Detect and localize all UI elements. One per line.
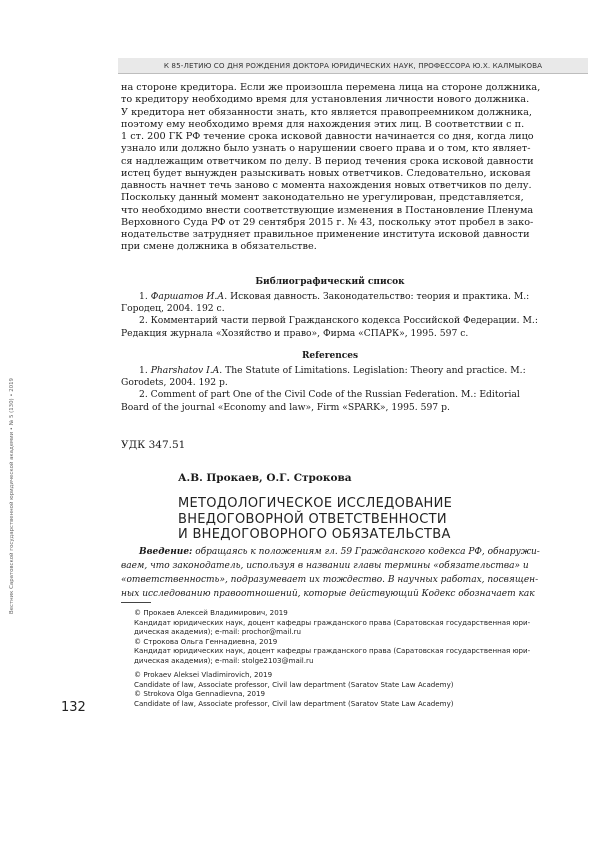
footnote-line: Кандидат юридических наук, доцент кафедры гражданского права (Саратовская государственная юри- — [134, 646, 531, 656]
footnote-line: дическая академия); e-mail: prochor@mail.ru — [134, 627, 301, 637]
body-line: при смене должника в обязательстве. — [121, 241, 317, 253]
bibliography-item-cont: Редакция журнала «Хозяйство и право», Фирма «СПАРК», 1995. 597 с. — [121, 327, 469, 339]
body-line: что необходимо внести соответствующие изменения в Постановление Пленума — [121, 204, 534, 216]
body-line: давность начнет течь заново с момента нахождения новых ответчиков по делу. — [121, 180, 532, 191]
reference-item-author: Pharshatov I.A. — [150, 365, 223, 376]
article-title-line: МЕТОДОЛОГИЧЕСКОЕ ИССЛЕДОВАНИЕ — [178, 496, 453, 511]
body-line: ся надлежащим ответчиком по делу. В период течения срока исковой давности — [121, 155, 534, 167]
reference-item: 2. Comment of part One of the Civil Code of the Russian Federation. M.: Editorial — [139, 389, 520, 401]
bibliography-item: 1. Фаршатов И.А. Исковая давность. Законодательство: теория и практика. М.: — [139, 291, 530, 302]
running-header — [118, 58, 588, 74]
references-list — [121, 365, 539, 414]
reference-item-cont: Board of the journal «Economy and law», Firm «SPARK», 1995. 597 p. — [121, 401, 450, 413]
running-header-text: К 85-ЛЕТИЮ СО ДНЯ РОЖДЕНИЯ ДОКТОРА ЮРИДИЧЕСКИХ НАУК, ПРОФЕССОРА Ю.Х. КАЛМЫКОВА — [163, 61, 543, 70]
abstract-line: Введение: обращаясь к положениям гл. 59 Гражданского кодекса РФ, обнаружи- — [139, 547, 540, 557]
footnote-divider — [121, 602, 151, 603]
body-line: узнало или должно было узнать о нарушении своего права и о том, кто являет- — [121, 143, 531, 155]
references-title: References — [301, 351, 359, 361]
footnotes-russian — [134, 608, 544, 666]
body-line: 1 ст. 200 ГК РФ течение срока исковой давности начинается со дня, когда лицо — [121, 131, 534, 142]
body-line: на стороне кредитора. Если же произошла перемена лица на стороне должника, — [121, 82, 541, 93]
body-line: поэтому ему необходимо время для нахождения этих лиц. В соответствии с п. — [121, 118, 525, 130]
footnote-line: Кандидат юридических наук, доцент кафедры гражданского права (Саратовская государственная юри- — [134, 617, 531, 627]
abstract-label: Введение: — [139, 547, 193, 557]
article-authors: А.В. Прокаев, О.Г. Строкова — [178, 472, 352, 484]
footnote-line: © Prokaev Aleksei Vladimirovich, 2019 — [134, 670, 273, 679]
body-line: нодательстве затрудняет правильное применение института исковой давности — [121, 229, 530, 240]
abstract-line: ных исследованию правоотношений, которые действующий Кодекс обозначает как — [121, 589, 535, 599]
footnote-line: Candidate of law, Associate professor, Civil law department (Saratov State Law Academy) — [134, 679, 454, 689]
article-title-line: ВНЕДОГОВОРНОЙ ОТВЕТСТВЕННОСТИ — [178, 511, 447, 527]
body-line: истец будет вынужден разыскивать новых ответчиков. Следовательно, исковая — [121, 167, 531, 179]
body-line: Поскольку данный момент законодательно не урегулирован, представляется, — [121, 192, 524, 204]
bibliography-title: Библиографический список — [255, 277, 405, 287]
footnote-line: © Строкова Ольга Геннадиевна, 2019 — [134, 636, 278, 646]
abstract-line: «ответственность», подразумевает их тождество. В научных работах, посвящен- — [121, 575, 539, 585]
abstract — [121, 545, 541, 601]
reference-item-cont: Gorodets, 2004. 192 p. — [121, 377, 228, 389]
footnote-line: Candidate of law, Associate professor, Civil law department (Saratov State Law Academy) — [134, 698, 454, 708]
bibliography-item-author: Фаршатов И.А. — [150, 291, 228, 302]
body-line: У кредитора нет обязанности знать, кто является правопреемником должника, — [121, 106, 532, 118]
body-line: то кредитору необходимо время для установления личности нового должника. — [121, 94, 530, 106]
bibliography-item: 2. Комментарий части первой Гражданского кодекса Российской Федерации. М.: — [139, 315, 538, 327]
article-title-line: И ВНЕДОГОВОРНОГО ОБЯЗАТЕЛЬСТВА — [178, 527, 451, 542]
body-paragraph — [121, 82, 539, 254]
footnote-line: © Strokova Olga Gennadievna, 2019 — [134, 689, 266, 699]
abstract-line: ваем, что законодатель, используя в названии главы термины «обязательства» и — [121, 561, 529, 571]
bibliography-item-cont: Городец, 2004. 192 с. — [121, 303, 225, 315]
article-title — [178, 496, 548, 543]
udk-code: УДК 347.51 — [121, 439, 186, 451]
bibliography-list — [121, 291, 539, 340]
side-journal-title: Вестник Саратовской государственной юридической академии • № 5 (130) • 2019 — [9, 378, 15, 614]
footnote-line: © Прокаев Алексей Владимирович, 2019 — [134, 608, 288, 617]
footnotes-english — [134, 670, 544, 708]
reference-item: 1. Pharshatov I.A. The Statute of Limitations. Legislation: Theory and practice. M.: — [139, 365, 526, 376]
body-line: Верховного Суда РФ от 29 сентября 2015 г. № 43, поскольку этот пробел в зако- — [121, 216, 534, 228]
footnote-line: дическая академия); e-mail: stolge2103@mail.ru — [134, 655, 314, 665]
page-number: 132 — [61, 700, 86, 715]
